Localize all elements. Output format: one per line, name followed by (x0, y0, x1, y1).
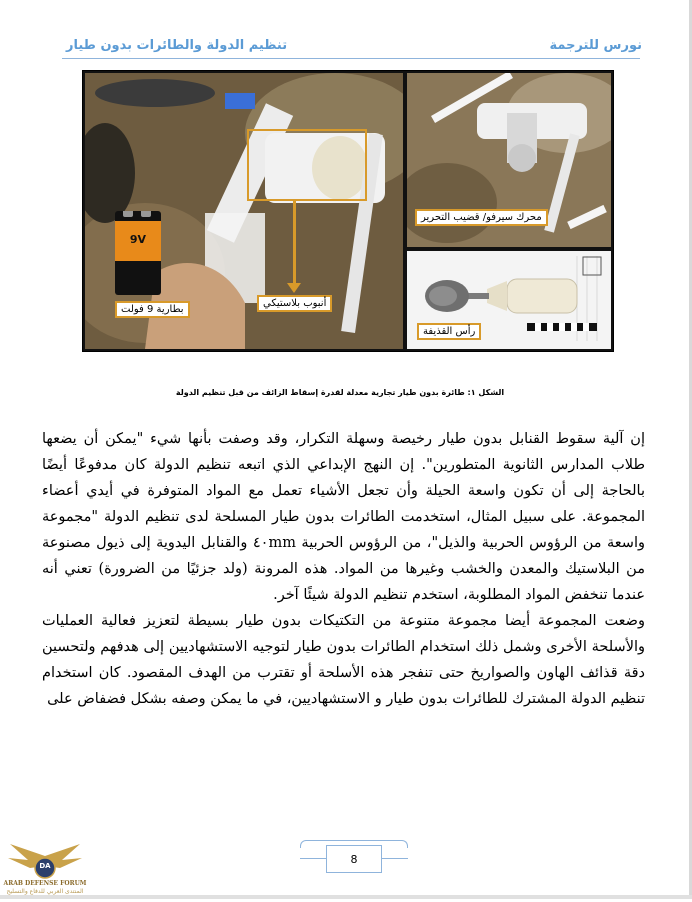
page-number-line-right (382, 858, 408, 859)
watermark-logo-letters: DA (39, 862, 51, 870)
label-warhead: رأس القذيفة (417, 323, 481, 340)
page-number: 8 (326, 845, 382, 873)
header-rule (62, 58, 640, 59)
arab-defense-forum-watermark (0, 838, 90, 898)
label-servo-release-rod: محرك سيرفو/ قضيب التحرير (415, 209, 548, 226)
warhead-photo (407, 251, 611, 349)
watermark-title: ARAB DEFENSE FORUM (3, 880, 87, 887)
page-number-line-left (300, 858, 326, 859)
running-header-title: تنظيم الدولة والطائرات بدون طيار (66, 38, 288, 53)
paragraph-2: وضعت المجموعة أيضا مجموعة متنوعة من التكتيكات بدون طيار بسيطة لتعزيز فعالية العمليات والأسلحة الأخرى وشمل ذلك استخدام الطائرات بدون طيار لتوجيه الاستشهاديين إلى هدفهم ولتحسين دقة قذائف الهاون والصواريخ حتى تنفجر هذه الأسلحة أو تقترب من الهدف المقصود. كان استخدام تنظيم الدولة المشترك للطائرات بدون طيار و الاستشهاديين، في ما يمكن وصفه بشكل فضفاض على (42, 613, 645, 707)
watermark-subtitle: المنتدى العربي للدفاع والتسليح (6, 888, 84, 895)
drone-closeup-photo (85, 73, 403, 349)
running-header-publisher: نورس للترجمة (549, 38, 642, 53)
battery-print-text: 9V (129, 233, 147, 246)
label-plastic-tube: أنبوب بلاستيكي (257, 295, 332, 312)
highlight-arrow (293, 201, 296, 289)
paragraph-1: إن آلية سقوط القنابل بدون طيار رخيصة وسهلة التكرار، وقد وصفت بأنها شيء "يمكن أن يضعها طلاب المدارس الثانوية المتطورين". إن النهج الإبداعي الذي اتبعه تنظيم الدولة كان مدفوعًا أيضًا بالحاجة إلى أن تكون واسعة الحيلة وأن تجعل الأشياء تعمل مع المواد المتوفرة في أيدي أعضاء المجموعة. على سبيل المثال، استخدمت الطائرات بدون طيار المسلحة لدى تنظيم الدولة "مجموعة واسعة من الرؤوس الحربية والذيل"، من الرؤوس الحربية ٤٠mm والقنابل اليدوية إلى ذيول مصنوعة من البلاستيك والمعدن والخشب وغيرها من المواد. هذه المرونة (ولد جزئيًا من الضرورة) تعني أنه عندما تنخفض المواد المطلوبة، استخدم تنظيم الدولة شيئًا آخر. (42, 431, 645, 603)
drone-ground-photo (407, 73, 611, 247)
battery-image (115, 211, 161, 295)
highlight-box-tube (247, 129, 367, 201)
body-text (42, 426, 645, 712)
label-battery: بطارية 9 فولت (115, 301, 190, 318)
figure-caption: الشكل ١: طائرة بدون طيار تجارية معدلة لقدرة إسقاط الزائف من قبل تنظيم الدولة (175, 388, 505, 397)
figure-photo-composite (82, 70, 614, 352)
highlight-arrowhead (287, 283, 301, 293)
page-edge-bottom (0, 895, 692, 899)
